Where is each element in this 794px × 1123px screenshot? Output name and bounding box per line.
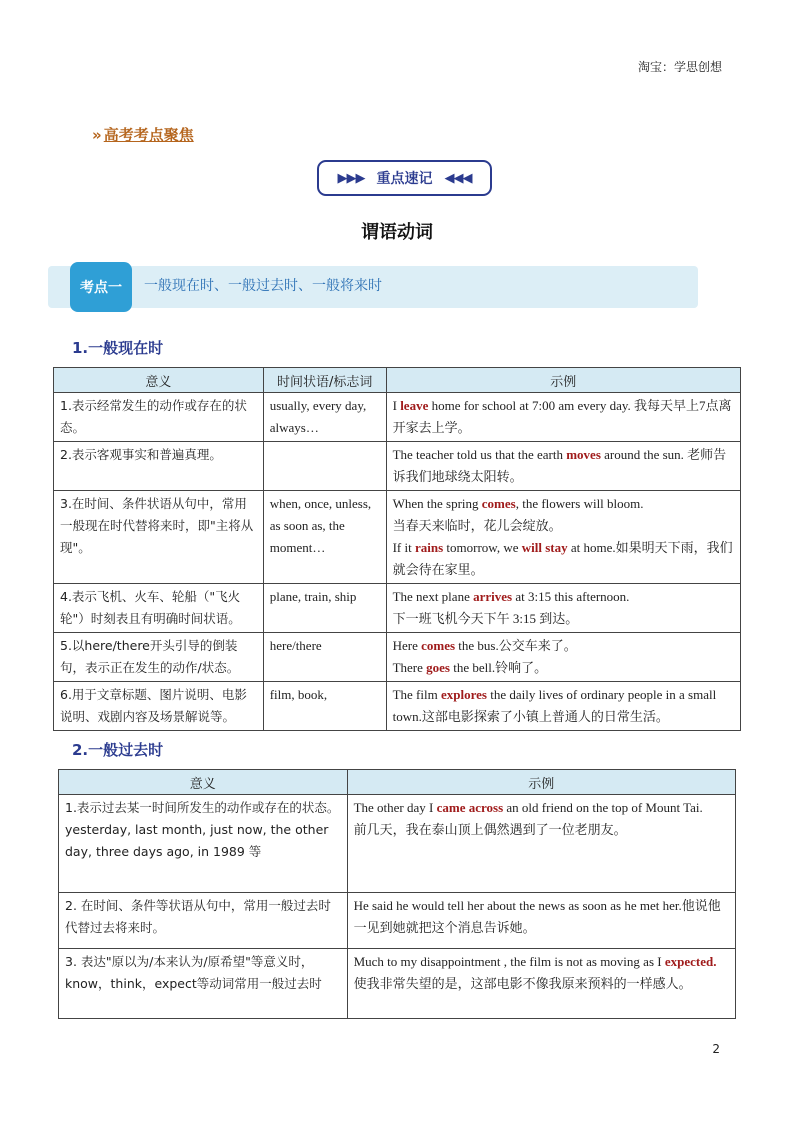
example-cell — [386, 584, 740, 633]
marker-cell: usually, every day, always… — [263, 393, 386, 442]
example-text: home for school at 7:00 am every day. 我每天早上7点离开家去上学。 — [392, 398, 732, 435]
highlighted-verb: goes — [426, 660, 450, 675]
example-text: The teacher told us that the earth — [392, 447, 567, 462]
example-text: The next plane — [392, 589, 474, 604]
table-row — [54, 393, 741, 442]
topic-tag: 考点一 — [70, 262, 132, 312]
meaning-cell: 2. 在时间、条件等状语从句中，常用一般过去时代替过去将来时。 — [59, 893, 348, 949]
table-row — [59, 893, 736, 949]
example-text: 当春天来临时，花儿会绽放。 — [392, 518, 562, 533]
present-tense-table — [53, 367, 741, 731]
col-header-example: 示例 — [386, 368, 740, 393]
triple-arrow-right-icon: ▶▶▶ — [337, 170, 365, 186]
store-label: 淘宝：学思创想 — [637, 60, 722, 74]
example-text: Much to my disappointment , the film is not as moving as I — [353, 954, 665, 969]
marker-cell: when, once, unless, as soon as, the moment… — [263, 491, 386, 584]
example-cell — [386, 442, 740, 491]
highlighted-verb: explores — [440, 687, 487, 702]
example-text: an old friend on the top of Mount Tai. — [503, 800, 703, 815]
table-row — [59, 795, 736, 893]
example-cell — [386, 491, 740, 584]
past-tense-table — [58, 769, 736, 1019]
example-text: at home.如果明天下雨，我们就会待在家里。 — [392, 540, 733, 577]
example-text: If it — [392, 540, 415, 555]
col-header-meaning: 意义 — [54, 368, 264, 393]
table-row — [54, 584, 741, 633]
example-text: 下一班飞机今天下午 3:15 到达。 — [392, 611, 579, 626]
col-header-marker: 时间状语/标志词 — [263, 368, 386, 393]
key-points-badge — [317, 160, 492, 196]
double-chevron-icon: » — [92, 126, 102, 144]
topic-description: 一般现在时、一般过去时、一般将来时 — [144, 278, 382, 294]
marker-cell: film, book, — [263, 682, 386, 731]
example-text: Here — [392, 638, 422, 653]
col-header-meaning: 意义 — [59, 770, 348, 795]
example-text: the bus.公交车来了。 — [455, 638, 577, 653]
meaning-cell: 2.表示客观事实和普遍真理。 — [54, 442, 264, 491]
example-cell — [347, 893, 735, 949]
example-cell — [386, 633, 740, 682]
table1-title: 1.一般现在时 — [72, 339, 164, 357]
highlighted-verb: leave — [400, 398, 429, 413]
meaning-cell: 1.表示过去某一时间所发生的动作或存在的状态。yesterday, last month, just now, the other day, three days ago, in 1989 等 — [59, 795, 348, 893]
example-text: at 3:15 this afternoon. — [512, 589, 630, 604]
example-text: 使我非常失望的是，这部电影不像我原来预料的一样感人。 — [353, 976, 692, 991]
example-cell — [386, 682, 740, 731]
highlighted-verb: came across — [436, 800, 504, 815]
col-header-example: 示例 — [347, 770, 735, 795]
example-text: There — [392, 660, 427, 675]
example-text: the daily lives of ordinary people in a small town.这部电影探索了小镇上普通人的日常生活。 — [392, 687, 717, 724]
meaning-cell: 3.在时间、条件状语从句中，常用一般现在时代替将来时，即"主将从现"。 — [54, 491, 264, 584]
example-text: around the sun. 老师告诉我们地球绕太阳转。 — [392, 447, 727, 484]
meaning-cell: 3. 表达"原以为/本来认为/原希望"等意义时，know，think，expect等动词常用一般过去时 — [59, 949, 348, 1019]
example-text: the bell.铃响了。 — [450, 660, 548, 675]
table-row — [54, 491, 741, 584]
badge-label: 重点速记 — [376, 171, 433, 187]
example-cell — [347, 795, 735, 893]
meaning-cell: 4.表示飞机、火车、轮船（"飞火轮"）时刻表且有明确时间状语。 — [54, 584, 264, 633]
page-title: 谓语动词 — [361, 222, 433, 243]
table-row — [54, 633, 741, 682]
triple-arrow-left-icon: ◀◀◀ — [444, 170, 472, 186]
example-text: 前几天，我在泰山顶上偶然遇到了一位老朋友。 — [353, 822, 627, 837]
highlighted-verb: arrives — [473, 589, 513, 604]
marker-cell — [263, 442, 386, 491]
highlighted-verb: moves — [566, 447, 601, 462]
example-cell — [386, 393, 740, 442]
example-text: The film — [392, 687, 441, 702]
meaning-cell: 6.用于文章标题、图片说明、电影说明、戏剧内容及场景解说等。 — [54, 682, 264, 731]
example-text: The other day I — [353, 800, 437, 815]
table-row — [54, 682, 741, 731]
meaning-cell: 1.表示经常发生的动作或存在的状态。 — [54, 393, 264, 442]
highlighted-verb: expected. — [664, 954, 717, 969]
example-text: When the spring — [392, 496, 482, 511]
highlighted-verb: will stay — [521, 540, 568, 555]
section-heading-link[interactable] — [92, 124, 194, 145]
highlighted-verb: comes — [421, 638, 456, 653]
example-text: tomorrow, we — [443, 540, 522, 555]
meaning-cell: 5.以here/there开头引导的倒装句，表示正在发生的动作/状态。 — [54, 633, 264, 682]
page-number: 2 — [712, 1042, 720, 1056]
example-text: , the flowers will bloom. — [515, 496, 644, 511]
highlighted-verb: comes — [481, 496, 516, 511]
marker-cell: here/there — [263, 633, 386, 682]
section-heading-label: 高考考点聚焦 — [103, 126, 194, 144]
table-row — [54, 442, 741, 491]
example-text: He said he would tell her about the news as soon as he met her.他说他一见到她就把这个消息告诉她。 — [353, 898, 721, 935]
topic-banner — [48, 266, 698, 308]
marker-cell: plane, train, ship — [263, 584, 386, 633]
table2-title: 2.一般过去时 — [72, 741, 164, 759]
table-row — [59, 949, 736, 1019]
example-cell — [347, 949, 735, 1019]
highlighted-verb: rains — [414, 540, 444, 555]
example-text: I — [392, 398, 401, 413]
